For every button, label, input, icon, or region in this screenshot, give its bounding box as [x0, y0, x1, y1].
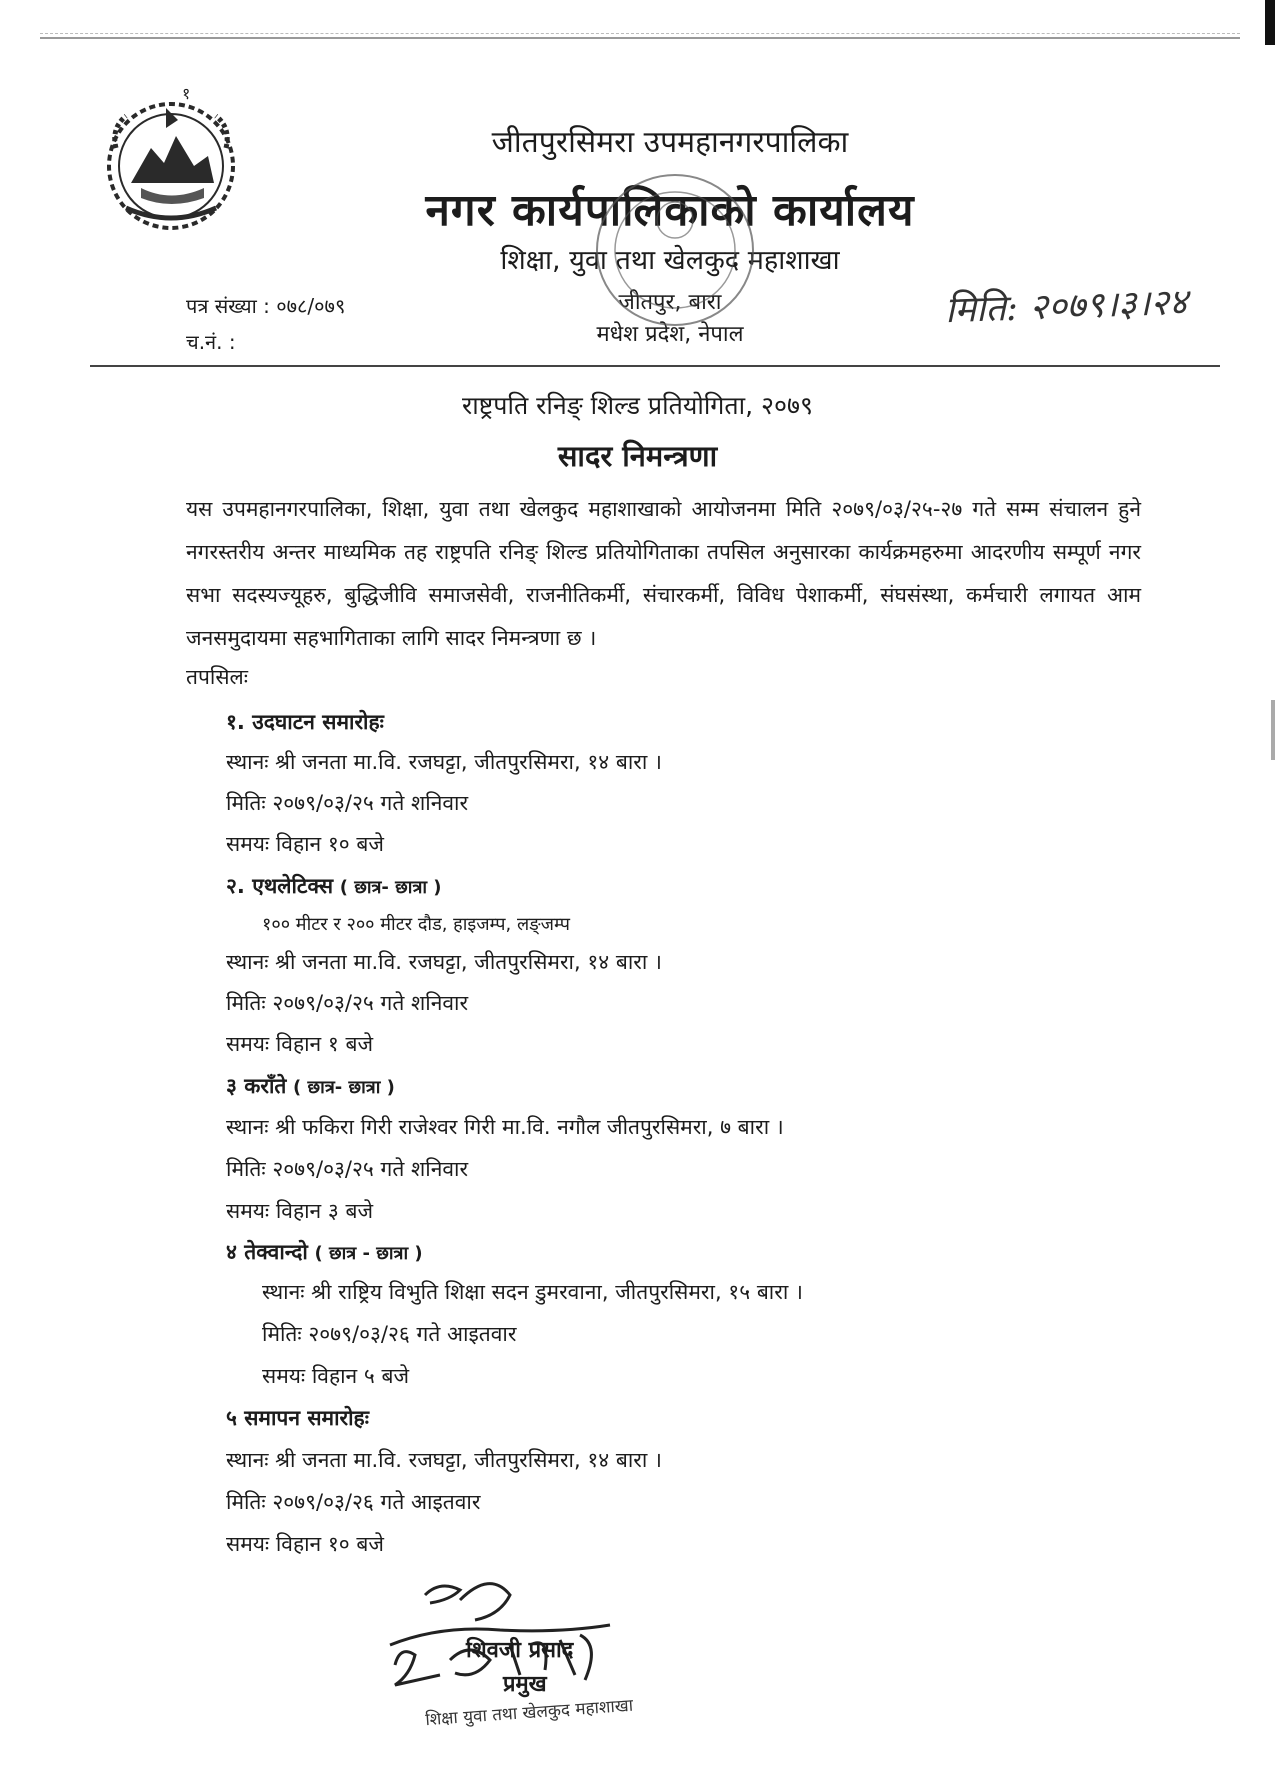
signatory-name: शिवजी प्रसाद — [466, 1638, 574, 1663]
office-stamp-icon — [580, 165, 770, 340]
invitation-body: यस उपमहानगरपालिका, शिक्षा, युवा तथा खेलकुद महाशाखाको आयोजनमा मिति २०७९/०३/२५-२७ गते सम्म संचालन हुने नगरस्तरीय अन्तर माध्यमिक तह राष्ट्रपति रनिङ् शिल्ड प्रतियोगिताका तपसिल अनुसारका कार्यक्रमहरुमा आदरणीय सम्पूर्ण नगर सभा सदस्यज्यूहरु, बुद्धिजीवि समाजसेवी, राजनीतिकर्मी, संचारकर्मी, विविध पेशाकर्मी, संघसंस्था, कर्मचारी लगायत आम जनसमुदायमा सहभागिताका लागि सादर निमन्त्रणा छ । — [186, 497, 1141, 650]
schedule-category: ( छात्र- छात्रा ) — [293, 1077, 395, 1098]
schedule-venue: स्थानः श्री जनता मा.वि. रजघट्टा, जीतपुरसिमरा, १४ बारा । — [226, 750, 662, 774]
schedule-label: तपसिलः — [186, 665, 249, 689]
schedule-time: समयः विहान १ बजे — [226, 1032, 374, 1056]
municipality-name: जीतपुरसिमरा उपमहानगरपालिका — [491, 125, 849, 160]
office-province: मधेश प्रदेश, नेपाल — [596, 322, 744, 347]
office-location: जीतपुर, बारा — [618, 290, 722, 315]
schedule-date: मितिः २०७९/०३/२५ गते शनिवार — [226, 791, 469, 815]
handwritten-date: मिति: २०७९।३।२४ — [944, 281, 1189, 332]
branch-name: शिक्षा, युवा तथा खेलकुद महाशाखा — [500, 245, 840, 276]
signatory-role: प्रमुख — [503, 1672, 547, 1697]
dispatch-number: च.नं. : — [186, 330, 236, 354]
schedule-date: मितिः २०७९/०३/२६ गते आइतवार — [262, 1322, 517, 1346]
schedule-heading-karate — [226, 1072, 395, 1100]
schedule-venue: स्थानः श्री जनता मा.वि. रजघट्टा, जीतपुरसिमरा, १४ बारा । — [226, 950, 662, 974]
schedule-venue: स्थानः श्री राष्ट्रिय विभुति शिक्षा सदन डुमरवाना, जीतपुरसिमरा, १५ बारा । — [262, 1280, 803, 1304]
schedule-category: ( छात्र - छात्रा ) — [314, 1243, 423, 1264]
schedule-events: १०० मीटर र २०० मीटर दौड, हाइजम्प, लङ्जम्प — [262, 914, 570, 935]
schedule-time: समयः विहान ५ बजे — [262, 1364, 410, 1388]
schedule-time: समयः विहान ३ बजे — [226, 1199, 374, 1223]
office-name: नगर कार्यपालिकाको कार्यालय — [425, 185, 915, 236]
schedule-heading-label: ३ कराँते — [226, 1074, 287, 1098]
scan-border-dashed — [40, 33, 1240, 34]
schedule-heading-taekwondo — [226, 1238, 423, 1266]
schedule-category: ( छात्र- छात्रा ) — [339, 877, 442, 898]
schedule-venue: स्थानः श्री फकिरा गिरी राजेश्वर गिरी मा.वि. नगौल जीतपुरसिमरा, ७ बारा । — [226, 1115, 784, 1139]
header-divider — [90, 365, 1220, 367]
scan-border — [40, 37, 1240, 39]
schedule-heading-label: २. एथलेटिक्स — [226, 874, 334, 898]
schedule-heading-label: ४ तेक्वान्दो — [226, 1240, 308, 1264]
letter-number: पत्र संख्या : ०७८/०७९ — [186, 294, 346, 318]
schedule-heading-closing: ५ समापन समारोहः — [226, 1406, 369, 1430]
schedule-date: मितिः २०७९/०३/२६ गते आइतवार — [226, 1490, 481, 1514]
schedule-date: मितिः २०७९/०३/२५ गते शनिवार — [226, 991, 469, 1015]
schedule-time: समयः विहान १० बजे — [226, 1532, 384, 1556]
page-number: १ — [182, 84, 191, 103]
schedule-date: मितिः २०७९/०३/२५ गते शनिवार — [226, 1157, 469, 1181]
schedule-heading-opening: १. उदघाटन समारोहः — [226, 710, 384, 734]
invitation-title: सादर निमन्त्रणा — [557, 439, 718, 473]
signatory-department: शिक्षा युवा तथा खेलकुद महाशाखा — [424, 1695, 634, 1731]
scan-edge-mark — [1265, 0, 1275, 45]
nepal-emblem-icon — [96, 88, 246, 238]
schedule-time: समयः विहान १० बजे — [226, 832, 384, 856]
schedule-heading-athletics — [226, 872, 442, 900]
schedule-venue: स्थानः श्री जनता मा.वि. रजघट्टा, जीतपुरसिमरा, १४ बारा । — [226, 1448, 662, 1472]
event-title: राष्ट्रपति रनिङ् शिल्ड प्रतियोगिता, २०७९ — [461, 391, 813, 420]
scan-side-mark — [1271, 700, 1275, 760]
